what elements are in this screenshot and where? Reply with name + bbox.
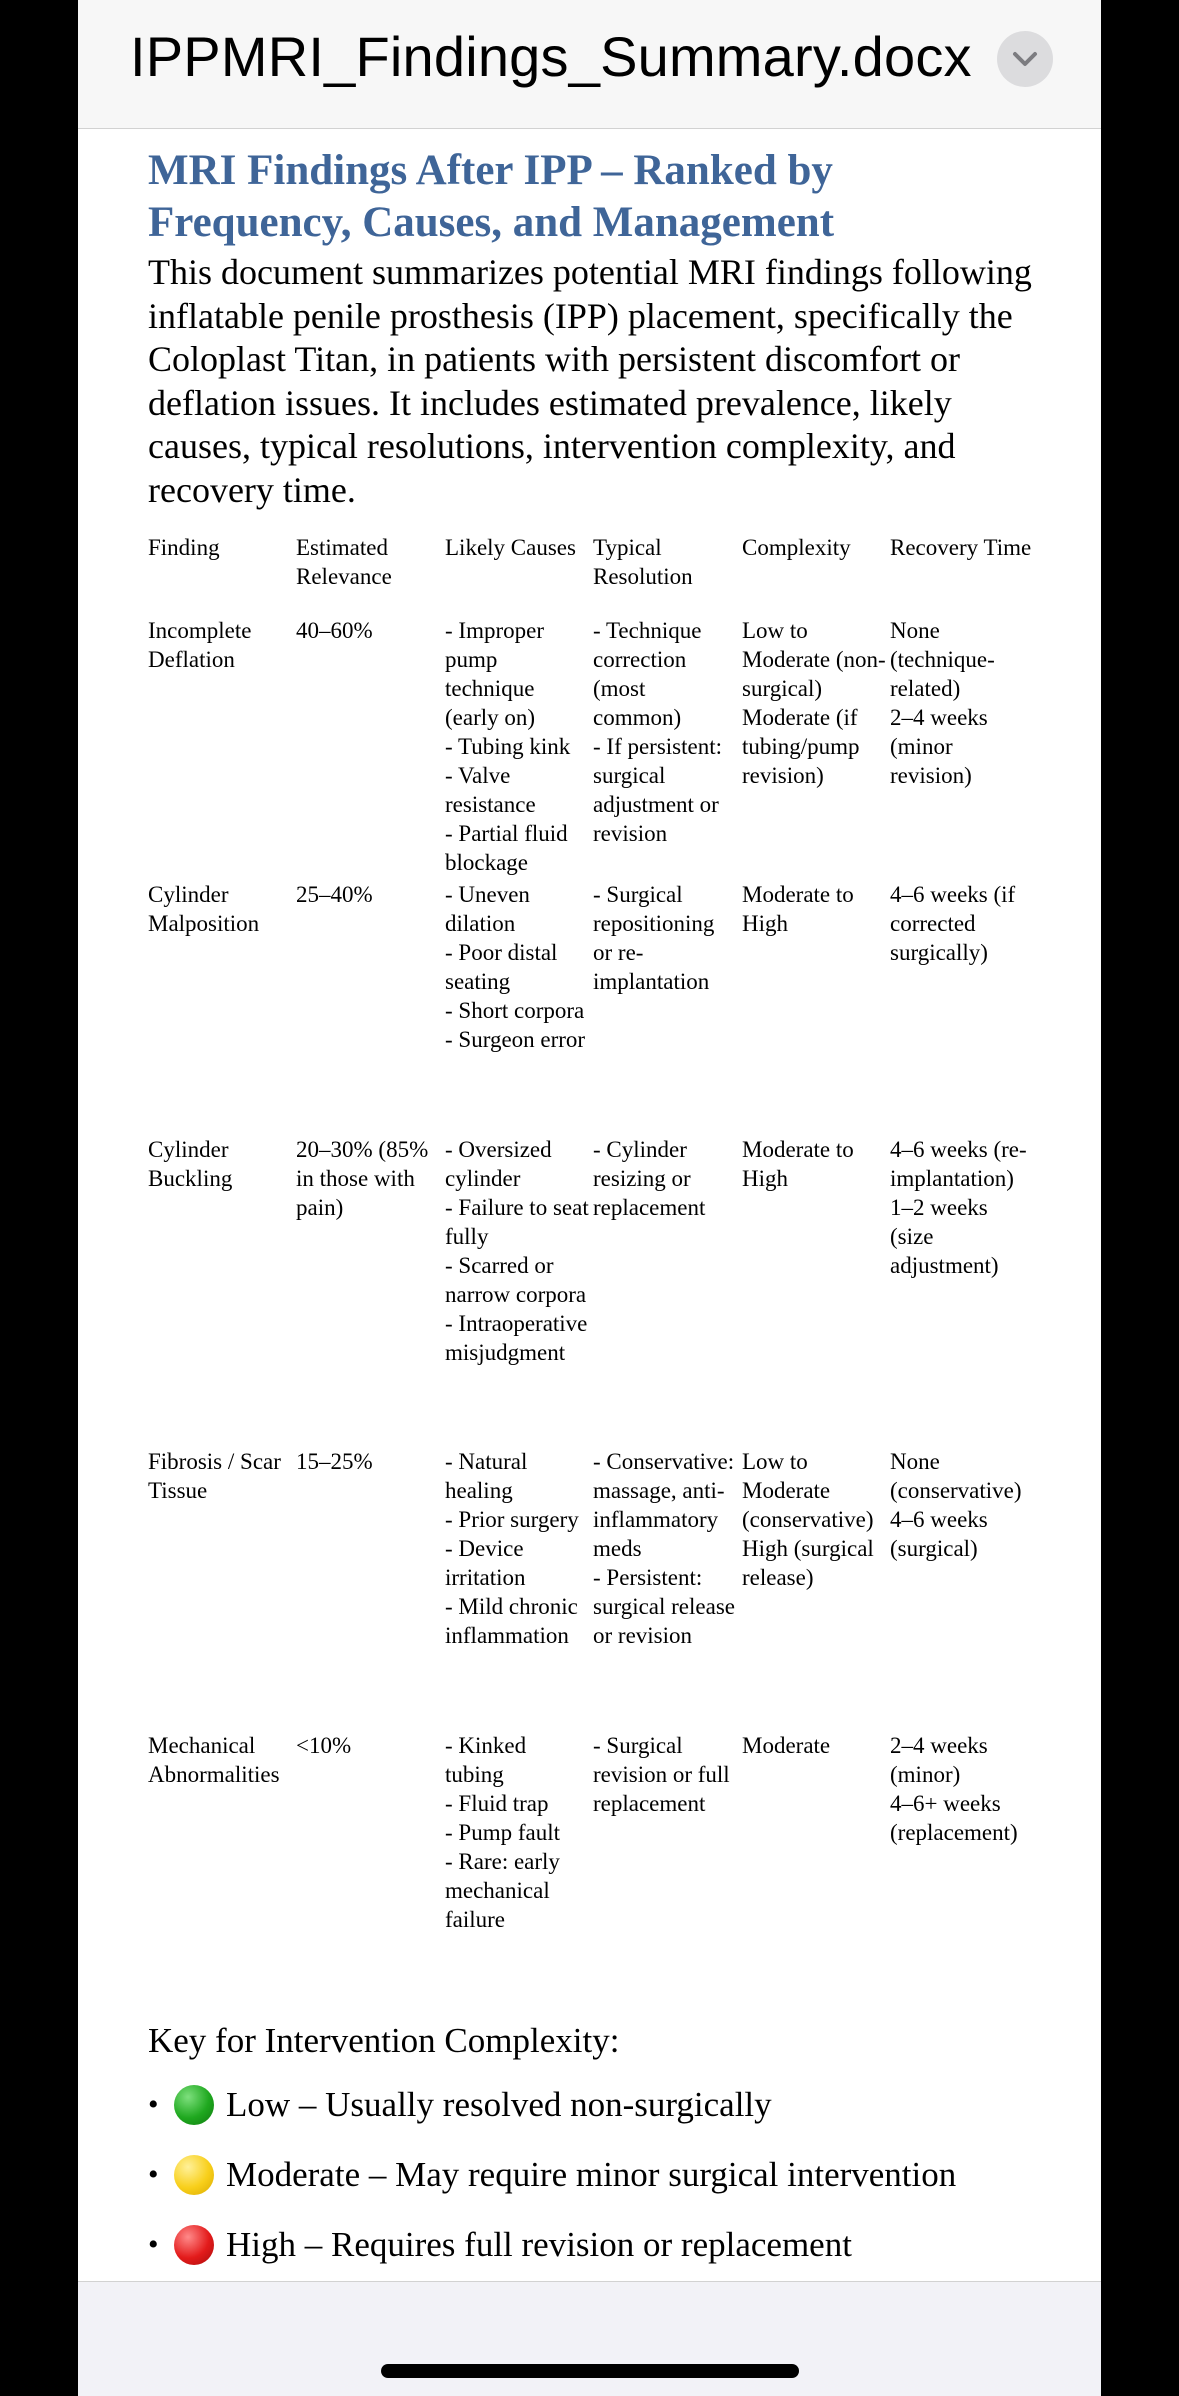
cell-resolution: - Cylinder resizing or replacement — [593, 1137, 706, 1220]
header-finding: Finding — [148, 535, 220, 560]
cell-causes: - Uneven dilation - Poor distal seating - Short corpora - Surgeon error — [445, 882, 586, 1052]
key-item-moderate — [148, 2153, 956, 2197]
yellow-circle-icon — [174, 2155, 214, 2195]
key-item-label: High – Requires full revision or replacement — [226, 2225, 852, 2264]
key-item-label: Moderate – May require minor surgical intervention — [226, 2155, 957, 2194]
cell-relevance: 20–30% (85% in those with pain) — [296, 1137, 429, 1220]
cell-resolution: - Surgical revision or full replacement — [593, 1733, 730, 1816]
bottom-toolbar-area — [78, 2281, 1101, 2396]
header-resolution: Typical Resolution — [593, 535, 693, 589]
cell-recovery: None (conservative) 4–6 weeks (surgical) — [890, 1449, 1022, 1561]
cell-relevance: 25–40% — [296, 882, 373, 907]
cell-finding: Incomplete Deflation — [148, 618, 252, 672]
cell-recovery: 2–4 weeks (minor) 4–6+ weeks (replacement) — [890, 1733, 1018, 1845]
title-menu-button[interactable] — [997, 31, 1053, 87]
cell-relevance: 15–25% — [296, 1449, 373, 1474]
cell-resolution: - Conservative: massage, anti-inflammatory meds - Persistent: surgical release or revision — [593, 1449, 735, 1648]
document-page[interactable] — [78, 129, 1101, 2281]
cell-resolution: - Technique correction (most common) - If persistent: surgical adjustment or revision — [593, 618, 723, 846]
title-bar — [78, 0, 1101, 129]
cell-complexity: Low to Moderate (non-surgical) Moderate (if tubing/pump revision) — [742, 618, 886, 788]
cell-complexity: Moderate — [742, 1733, 831, 1758]
bullet: • — [148, 2228, 159, 2261]
cell-recovery: 4–6 weeks (if corrected surgically) — [890, 882, 1016, 965]
header-causes: Likely Causes — [445, 535, 576, 560]
cell-causes: - Kinked tubing - Fluid trap - Pump fault - Rare: early mechanical failure — [445, 1733, 560, 1932]
cell-finding: Mechanical Abnormalities — [148, 1733, 280, 1787]
cell-relevance: 40–60% — [296, 618, 373, 643]
green-circle-icon — [174, 2085, 214, 2125]
header-relevance: Estimated Relevance — [296, 535, 392, 589]
cell-finding: Fibrosis / Scar Tissue — [148, 1449, 281, 1503]
cell-causes: - Oversized cylinder - Failure to seat fully - Scarred or narrow corpora - Intraoperative misjudgment — [445, 1137, 589, 1365]
document-viewer — [78, 0, 1101, 2396]
header-recovery: Recovery Time — [890, 535, 1032, 560]
left-bezel — [0, 0, 78, 2396]
cell-finding: Cylinder Malposition — [148, 882, 260, 936]
cell-relevance: <10% — [296, 1733, 352, 1758]
cell-causes: - Natural healing - Prior surgery - Device irritation - Mild chronic inflammation — [445, 1449, 579, 1648]
home-indicator[interactable] — [381, 2364, 799, 2378]
right-bezel — [1101, 0, 1179, 2396]
file-name-title[interactable]: IPPMRI_Findings_Summary.docx — [130, 25, 972, 88]
key-title: Key for Intervention Complexity: — [148, 2021, 620, 2060]
document-heading: MRI Findings After IPP – Ranked by Frequency, Causes, and Management — [148, 147, 835, 246]
bullet: • — [148, 2088, 159, 2121]
cell-complexity: Low to Moderate (conservative) High (surgical release) — [742, 1449, 874, 1590]
header-complexity: Complexity — [742, 535, 851, 560]
cell-finding: Cylinder Buckling — [148, 1137, 233, 1191]
cell-complexity: Moderate to High — [742, 1137, 854, 1191]
cell-complexity: Moderate to High — [742, 882, 854, 936]
key-item-high — [148, 2223, 852, 2267]
red-circle-icon — [174, 2225, 214, 2265]
bullet: • — [148, 2158, 159, 2191]
intro-paragraph: This document summarizes potential MRI findings following inflatable penile prosthesis (IPP) placement, specifically the Coloplast Titan, in patients with persistent discomfort or deflation issues. It includes estimated prevalence, likely causes, typical resolutions, intervention complexity, and recovery time. — [148, 252, 1032, 510]
cell-resolution: - Surgical repositioning or re-implantation — [593, 882, 715, 994]
key-item-low — [148, 2083, 772, 2127]
key-item-label: Low – Usually resolved non-surgically — [226, 2085, 772, 2124]
cell-recovery: None (technique-related) 2–4 weeks (minor revision) — [890, 618, 995, 788]
cell-causes: - Improper pump technique (early on) - Tubing kink - Valve resistance - Partial fluid blockage — [445, 618, 571, 875]
cell-recovery: 4–6 weeks (re-implantation) 1–2 weeks (size adjustment) — [890, 1137, 1027, 1278]
chevron-down-icon — [1011, 47, 1039, 71]
